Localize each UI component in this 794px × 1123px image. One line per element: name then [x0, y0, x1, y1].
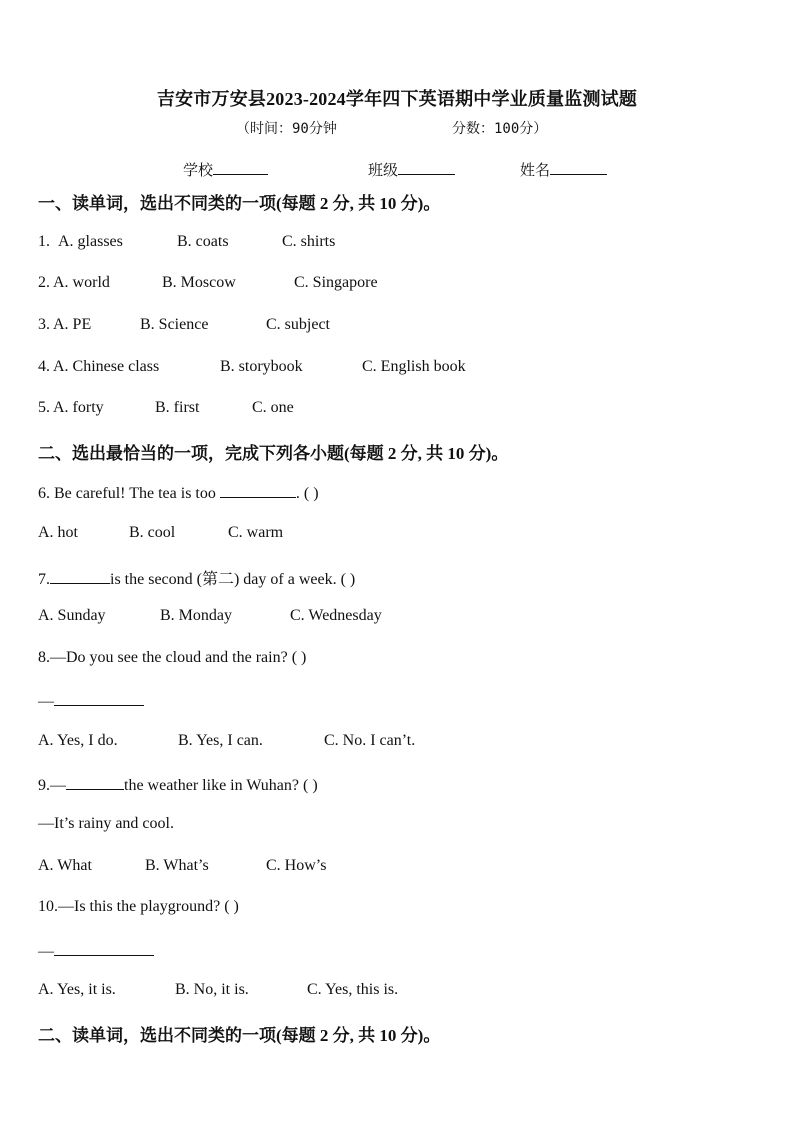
q7-option-c: C. Wednesday [290, 607, 382, 624]
question-9-answer: —It’s rainy and cool. [38, 815, 174, 832]
q2-option-a: A. world [53, 274, 110, 291]
q1-option-a: A. glasses [58, 233, 123, 250]
q7-blank [50, 568, 110, 584]
q10-blank [54, 940, 154, 956]
exam-time: （时间：90分钟 [236, 121, 337, 137]
q3-option-a: A. PE [53, 316, 92, 333]
q5-option-a: A. forty [53, 399, 104, 416]
q4-option-a: A. Chinese class [53, 358, 160, 375]
q6-option-b: B. cool [129, 524, 176, 541]
q6-blank [220, 482, 296, 498]
q4-option-b: B. storybook [220, 358, 303, 375]
q6-stem-start: 6. Be careful! The tea is too [38, 485, 220, 502]
q8-option-a: A. Yes, I do. [38, 732, 118, 749]
q5-option-b: B. first [155, 399, 200, 416]
q7-stem-end: is the second (第二) day of a week. ( ) [110, 571, 356, 588]
q6-option-c: C. warm [228, 524, 284, 541]
q2-option-c: C. Singapore [294, 274, 378, 291]
class-field [368, 159, 455, 180]
q7-option-a: A. Sunday [38, 607, 106, 624]
school-field [183, 159, 268, 180]
q1-option-c: C. shirts [282, 233, 336, 250]
q9-option-c: C. How’s [266, 857, 327, 874]
q5-option-c: C. one [252, 399, 294, 416]
section-2-heading: 二、选出最恰当的一项，完成下列各小题(每题 2 分, 共 10 分)。 [38, 444, 509, 463]
q3-option-b: B. Science [140, 316, 209, 333]
q9-blank [66, 774, 124, 790]
name-field [520, 159, 607, 180]
q1-option-b: B. coats [177, 233, 229, 250]
q5-number: 5. [38, 399, 50, 416]
question-5 [38, 399, 294, 417]
question-7 [38, 566, 355, 589]
school-label: 学校 [183, 163, 214, 179]
question-10: 10.—Is this the playground? ( ) [38, 898, 239, 915]
q6-stem-end: . ( ) [295, 485, 319, 502]
question-3 [38, 316, 330, 334]
q8-option-b: B. Yes, I can. [178, 732, 263, 749]
question-4 [38, 358, 466, 376]
name-blank [550, 160, 607, 175]
question-6 [38, 482, 319, 503]
q2-option-b: B. Moscow [162, 274, 236, 291]
exam-score: 分数：100分） [452, 121, 548, 137]
q3-number: 3. [38, 316, 50, 333]
q4-option-c: C. English book [362, 358, 466, 375]
q4-number: 4. [38, 358, 50, 375]
q9-option-a: A. What [38, 857, 92, 874]
section-1-heading: 一、读单词，选出不同类的一项(每题 2 分, 共 10 分)。 [38, 194, 441, 213]
question-9 [38, 774, 318, 795]
question-8-answer-line [38, 690, 144, 711]
q10-option-c: C. Yes, this is. [307, 981, 399, 998]
q8-blank [54, 690, 144, 706]
q10-option-b: B. No, it is. [175, 981, 249, 998]
q9-stem-start: 9.— [38, 777, 66, 794]
q8-option-c: C. No. I can’t. [324, 732, 416, 749]
q1-number: 1. [38, 233, 50, 250]
q9-stem-end: the weather like in Wuhan? ( ) [124, 777, 318, 794]
question-2 [38, 274, 378, 292]
class-blank [398, 160, 455, 175]
school-blank [213, 160, 268, 175]
q7-stem-start: 7. [38, 571, 50, 588]
q9-option-b: B. What’s [145, 857, 209, 874]
q8-dash: — [38, 693, 54, 710]
question-8: 8.—Do you see the cloud and the rain? ( ) [38, 649, 307, 666]
page-title: 吉安市万安县2023-2024学年四下英语期中学业质量监测试题 [156, 89, 638, 109]
question-1 [38, 233, 336, 251]
q6-option-a: A. hot [38, 524, 78, 541]
q3-option-c: C. subject [266, 316, 330, 333]
q10-option-a: A. Yes, it is. [38, 981, 116, 998]
q7-option-b: B. Monday [160, 607, 232, 624]
q10-dash: — [38, 943, 54, 960]
section-3-heading: 二、读单词，选出不同类的一项(每题 2 分, 共 10 分)。 [38, 1026, 441, 1045]
q2-number: 2. [38, 274, 50, 291]
question-10-answer-line [38, 940, 154, 961]
class-label: 班级 [368, 163, 399, 179]
name-label: 姓名 [520, 163, 551, 179]
